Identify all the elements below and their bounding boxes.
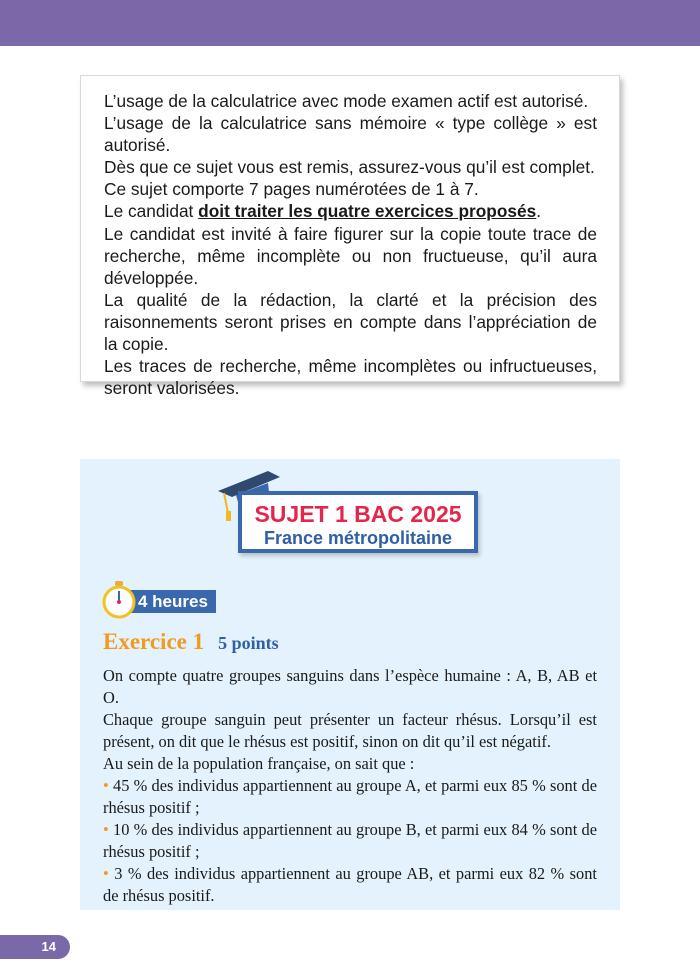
exercise-name: Exercice 1 bbox=[103, 629, 205, 654]
instruction: L’usage de la calculatrice sans mémoire « type collège » est autorisé. bbox=[104, 113, 597, 156]
subject-title: SUJET 1 BAC 2025 bbox=[254, 501, 462, 527]
bullet-text: 10 % des individus appartiennent au groupe B, et parmi eux 84 % sont de rhésus positif ; bbox=[103, 820, 597, 861]
exercise-points: 5 points bbox=[218, 633, 279, 653]
stopwatch-icon bbox=[102, 581, 136, 619]
exercise-body bbox=[103, 665, 597, 907]
subject-subtitle: France métropolitaine bbox=[263, 528, 453, 548]
bullet-item bbox=[103, 775, 597, 819]
top-banner bbox=[0, 0, 700, 46]
exercise-paragraph: Chaque groupe sanguin peut présenter un facteur rhésus. Lorsqu’il est présent, on dit que le rhésus est positif, sinon on dit qu’il est négatif. bbox=[103, 710, 597, 751]
bullet-item bbox=[103, 819, 597, 863]
exercise-paragraph: On compte quatre groupes sanguins dans l’espèce humaine : A, B, AB et O. bbox=[103, 666, 597, 707]
instruction: La qualité de la rédaction, la clarté et la précision des raisonnements seront prises en compte dans l’appréciation de la copie. bbox=[104, 289, 597, 355]
instruction-emphasis: doit traiter les quatre exercices proposés bbox=[198, 201, 537, 222]
page-number: 14 bbox=[0, 935, 70, 959]
instruction: Ce sujet comporte 7 pages numérotées de 1 à 7. bbox=[104, 179, 479, 200]
instruction: L’usage de la calculatrice avec mode examen actif est autorisé. bbox=[104, 91, 589, 111]
bullet-text: 45 % des individus appartiennent au groupe A, et parmi eux 85 % sont de rhésus positif ; bbox=[103, 776, 597, 817]
instruction-text: Le candidat bbox=[104, 201, 199, 222]
bullet-icon: • bbox=[103, 776, 109, 795]
bullet-item bbox=[103, 863, 597, 907]
bullet-icon: • bbox=[103, 820, 109, 839]
instruction: Les traces de recherche, même incomplètes ou infructueuses, seront valorisées. bbox=[104, 356, 597, 399]
bullet-text: 3 % des individus appartiennent au groupe AB, et parmi eux 82 % sont de rhésus positif. bbox=[103, 864, 597, 905]
instruction: Dès que ce sujet vous est remis, assurez-vous qu’il est complet. bbox=[104, 157, 595, 178]
subject-panel bbox=[80, 459, 620, 910]
instruction bbox=[104, 200, 597, 222]
duration-label: 4 heures bbox=[128, 590, 216, 613]
subject-badge bbox=[238, 491, 478, 553]
instruction: Le candidat est invité à faire figurer sur la copie toute trace de recherche, même incomplète ou non fructueuse, qu’il aura développée. bbox=[104, 223, 597, 288]
exercise-heading bbox=[103, 629, 279, 655]
bullet-icon: • bbox=[103, 864, 109, 883]
exam-instructions-box bbox=[80, 75, 620, 399]
instruction-text: . bbox=[536, 201, 542, 222]
exercise-paragraph: Au sein de la population française, on sait que : bbox=[103, 754, 415, 773]
